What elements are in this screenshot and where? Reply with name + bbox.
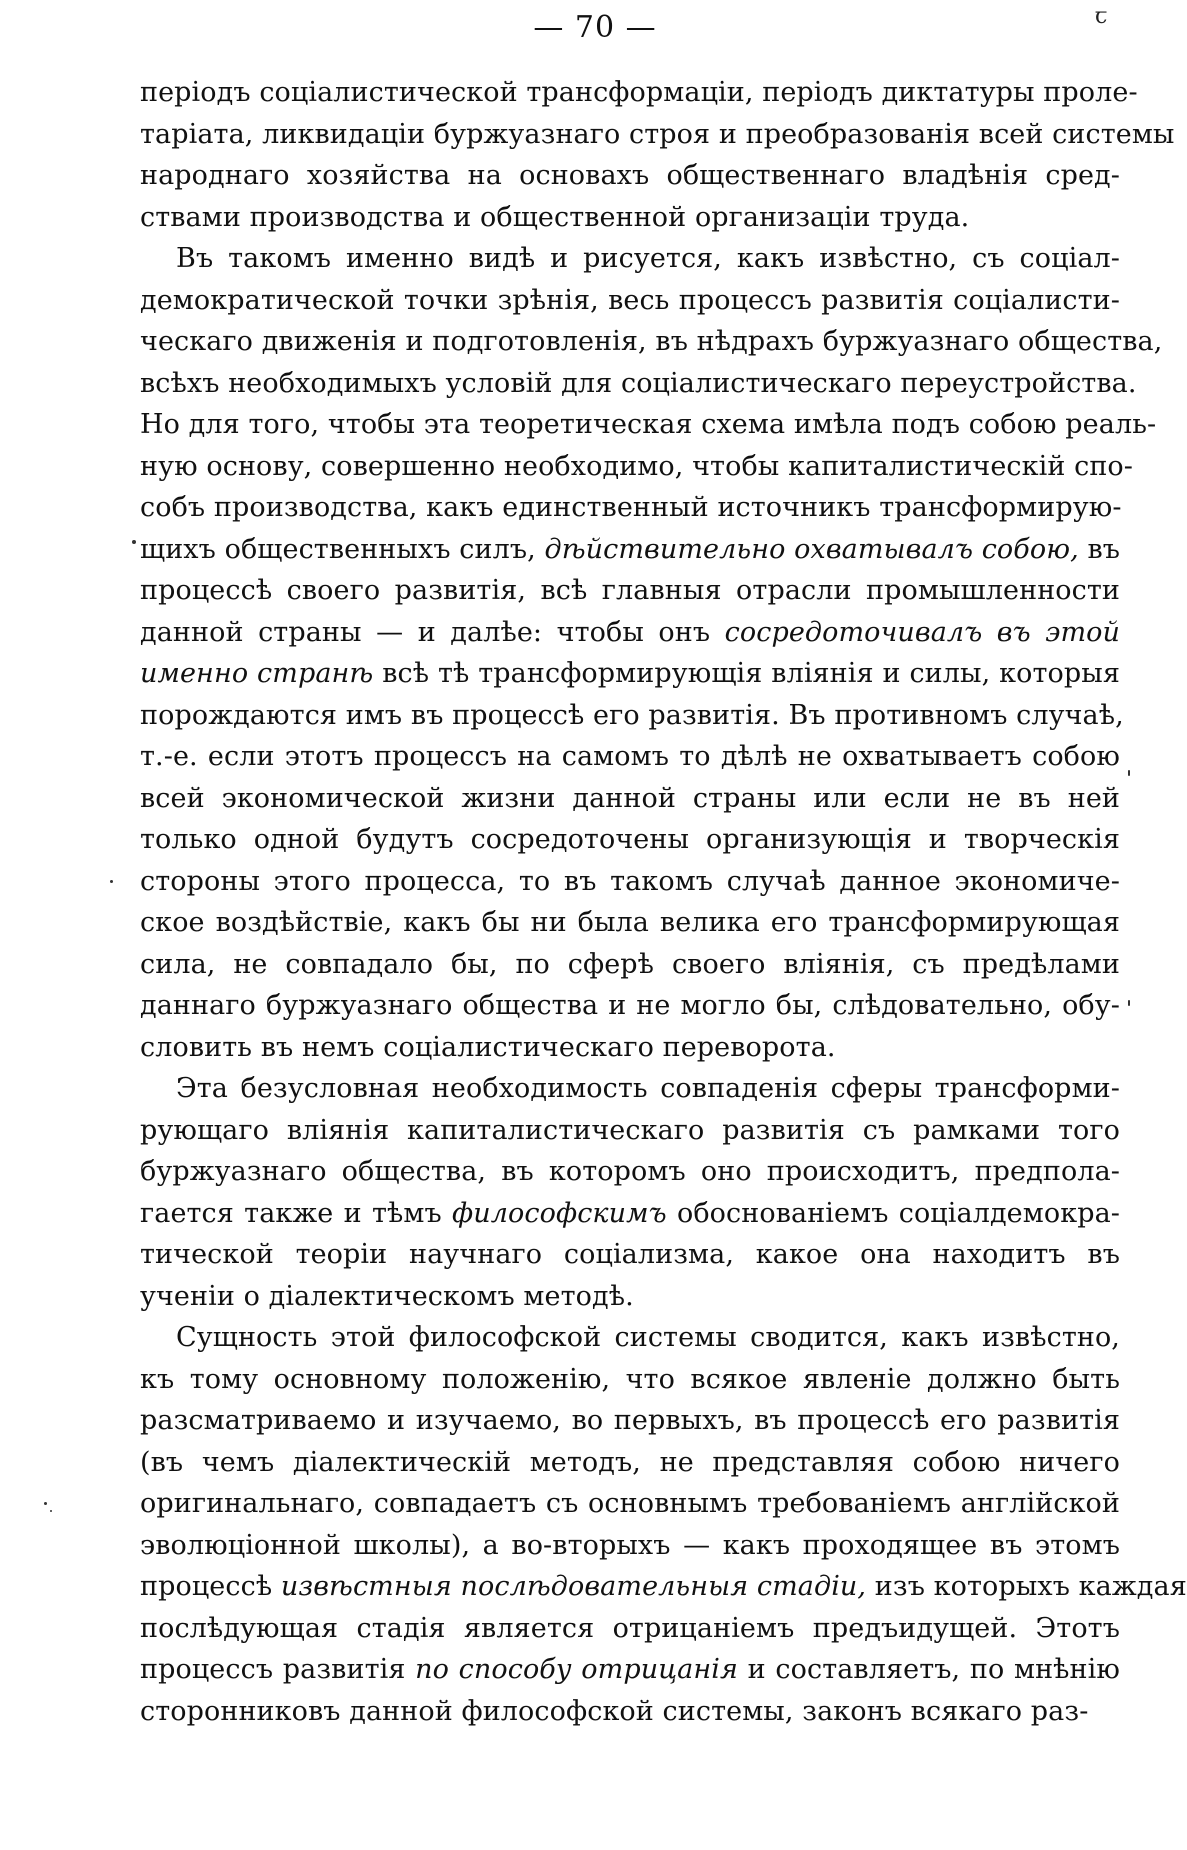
text-line (140, 1317, 1120, 1359)
text-line (140, 570, 1120, 612)
text-segment: процессѣ своего развитія, всѣ главныя отрасли промышленности (140, 575, 1120, 606)
text-line (140, 155, 1120, 197)
italic-text: именно странѣ (140, 658, 374, 689)
text-segment: въ (1078, 533, 1121, 565)
text-segment: рующаго вліянія капиталистическаго развитія съ рамками того (140, 1114, 1120, 1146)
text-segment: ческаго движенія и подготовленія, въ нѣдрахъ буржуазнаго общества, (140, 326, 1163, 357)
text-line (140, 1400, 1120, 1442)
text-line (140, 363, 1137, 405)
text-segment: и составляетъ, по мнѣнію (737, 1654, 1120, 1685)
text-segment: демократической точки зрѣнія, весь процессъ развитія соціалисти- (140, 284, 1120, 316)
text-line (140, 238, 1120, 280)
text-segment: щихъ общественныхъ силъ, (140, 533, 545, 565)
text-line (140, 902, 1120, 944)
text-segment: сила, не совпадало бы, по сферѣ своего вліянія, съ предѣлами (140, 948, 1120, 980)
page-number: — 70 — (533, 10, 657, 45)
text-line (140, 653, 1120, 695)
text-line (140, 1442, 1120, 1484)
text-line (140, 1691, 1120, 1733)
text-line (140, 446, 1134, 488)
scan-speck (50, 1510, 52, 1512)
text-line (140, 487, 1120, 529)
text-segment: періодъ соціалистической трансформаціи, періодъ диктатуры проле- (140, 77, 1138, 108)
text-segment: ское воздѣйствіе, какъ бы ни была велика его трансформирующая (140, 907, 1120, 938)
text-segment: даннаго буржуазнаго общества и не могло бы, слѣдовательно, обу- (140, 990, 1120, 1021)
text-line (140, 1193, 1120, 1235)
text-segment: обоснованіемъ соціалдемокра- (666, 1197, 1120, 1229)
text-line (140, 1234, 1120, 1276)
text-segment: только одной будутъ сосредоточены организующія и творческія (140, 824, 1120, 855)
paragraph (140, 1317, 1187, 1732)
text-segment: т.-е. если этотъ процессъ на самомъ то дѣлѣ не охватываетъ собою (140, 741, 1120, 772)
text-segment: Въ такомъ именно видѣ и рисуется, какъ извѣстно, съ соціал- (176, 243, 1120, 274)
text-line (140, 404, 1157, 446)
scan-speck (1128, 770, 1130, 776)
text-line (140, 736, 1120, 778)
text-segment: процессѣ (140, 1571, 281, 1602)
paragraph (140, 72, 1175, 238)
italic-text: сосредоточивалъ въ этой (724, 616, 1120, 648)
text-line (140, 1276, 1120, 1318)
text-line (140, 1110, 1120, 1152)
text-segment: собъ производства, какъ единственный источникъ трансформирую- (140, 492, 1122, 523)
text-segment: ученіи о діалектическомъ методѣ. (140, 1280, 634, 1312)
text-line (140, 1151, 1120, 1193)
text-segment: данной страны — и далѣе: чтобы онъ (140, 616, 725, 648)
text-segment: словить въ немъ соціалистическаго переворота. (140, 1031, 836, 1063)
text-segment: изъ которыхъ каждая (866, 1571, 1187, 1602)
text-line (140, 819, 1120, 861)
text-line (140, 1027, 1120, 1069)
text-segment: всѣхъ необходимыхъ условій для соціалистическаго переустройства. (140, 367, 1137, 399)
text-line (140, 197, 1120, 239)
text-segment: порождаются имъ въ процессѣ его развитія. Въ противномъ случаѣ, (140, 699, 1124, 731)
text-segment: оригинальнаго, совпадаетъ съ основнымъ требованіемъ англійской (140, 1488, 1120, 1519)
text-line (140, 1068, 1120, 1110)
italic-text: извѣстныя послѣдовательныя стадіи, (280, 1571, 867, 1602)
text-line (140, 1608, 1120, 1650)
text-segment: народнаго хозяйства на основахъ общественнаго владѣнія сред- (140, 160, 1120, 191)
text-segment: процессъ развитія (140, 1654, 416, 1685)
paragraph (140, 238, 1163, 1068)
text-line (140, 944, 1120, 986)
text-segment: ствами производства и общественной организаціи труда. (140, 201, 970, 233)
text-segment: Эта безусловная необходимость совпаденія сферы трансформи- (176, 1073, 1120, 1104)
paragraph (140, 1068, 1120, 1317)
text-segment: тической теоріи научнаго соціализма, какое она находитъ въ (140, 1239, 1120, 1270)
text-line (140, 1483, 1120, 1525)
italic-text: философскимъ (452, 1197, 667, 1229)
text-segment: буржуазнаго общества, въ которомъ оно происходитъ, предпола- (140, 1156, 1120, 1187)
italic-text: по способу отрицанія (415, 1654, 738, 1685)
text-line (140, 280, 1120, 322)
text-segment: гается также и тѣмъ (140, 1197, 453, 1229)
text-segment: Но для того, чтобы эта теоретическая схема имѣла подъ собою реаль- (140, 409, 1157, 440)
corner-mark: ꞇ (1095, 4, 1108, 29)
text-line (140, 1649, 1120, 1691)
text-line (140, 321, 1163, 363)
text-segment: (въ чемъ діалектическій методъ, не представляя собою ничего (140, 1446, 1120, 1478)
text-segment: разсматриваемо и изучаемо, во первыхъ, въ процессѣ его развитія (140, 1405, 1120, 1436)
scan-speck (44, 1502, 47, 1505)
text-line (140, 114, 1175, 156)
text-line (140, 1359, 1120, 1401)
text-line (140, 695, 1124, 737)
scan-speck (110, 880, 113, 883)
italic-text: дѣйствительно охватывалъ собою, (544, 533, 1079, 565)
text-segment: ную основу, совершенно необходимо, чтобы капиталистическій спо- (140, 450, 1134, 482)
text-segment: эволюціонной школы), а во-вторыхъ — какъ проходящее въ этомъ (140, 1529, 1120, 1561)
text-segment: Сущность этой философской системы сводится, какъ извѣстно, (176, 1322, 1120, 1353)
text-line (140, 778, 1120, 820)
text-line (140, 861, 1120, 903)
text-line (140, 985, 1120, 1027)
text-segment: всѣ тѣ трансформирующія вліянія и силы, которыя (373, 658, 1120, 689)
text-segment: сторонниковъ данной философской системы, законъ всякаго раз- (140, 1695, 1089, 1727)
text-segment: таріата, ликвидаціи буржуазнаго строя и преобразованія всей системы (140, 118, 1175, 150)
text-line (140, 612, 1120, 654)
text-segment: послѣдующая стадія является отрицаніемъ предъидущей. Этотъ (140, 1612, 1120, 1644)
text-line (140, 529, 1120, 571)
text-line (140, 72, 1138, 114)
scan-speck (132, 540, 136, 544)
text-line (140, 1525, 1120, 1567)
text-line (140, 1566, 1187, 1608)
scan-speck (1128, 1000, 1130, 1006)
text-segment: къ тому основному положенію, что всякое явленіе должно быть (140, 1363, 1120, 1395)
text-segment: стороны этого процесса, то въ такомъ случаѣ данное экономиче- (140, 865, 1120, 897)
body-text (140, 72, 1187, 1732)
text-segment: всей экономической жизни данной страны или если не въ ней (140, 782, 1120, 814)
